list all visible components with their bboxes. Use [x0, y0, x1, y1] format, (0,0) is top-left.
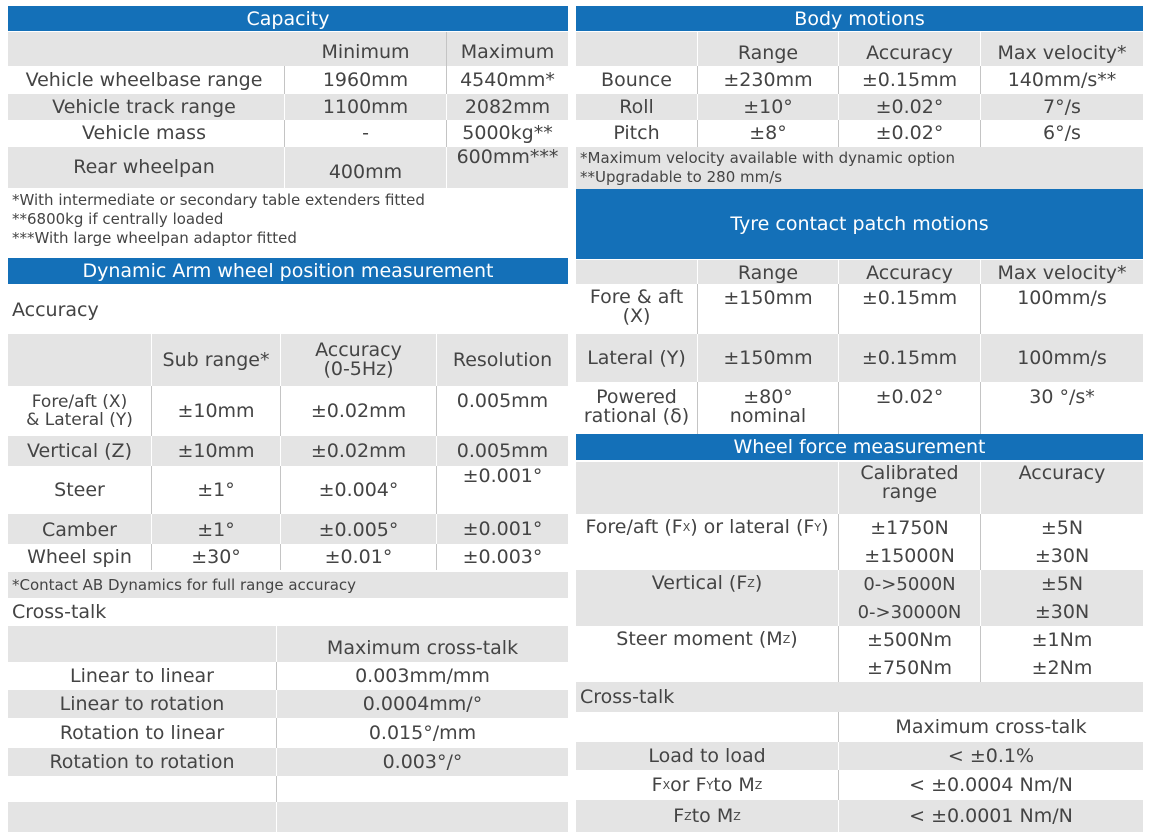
dynamic-arm-title: Dynamic Arm wheel position measurement — [8, 258, 568, 284]
accuracy-resolution: 0.005mm — [456, 390, 549, 412]
wf-crosstalk-row — [576, 800, 1143, 832]
body-velocity: 6°/s — [1043, 122, 1081, 144]
accuracy-row — [8, 386, 568, 436]
capacity-max: 600mm*** — [456, 146, 559, 168]
accuracy-row — [8, 466, 568, 514]
crosstalk-label: Linear to linear — [70, 664, 214, 687]
body-label: Roll — [619, 95, 654, 118]
tyre-accuracy: ±0.02° — [875, 386, 944, 408]
crosstalk-header: Maximum cross-talk — [326, 636, 519, 659]
wf-crosstalk-row — [576, 770, 1143, 800]
wf-header-row — [576, 462, 1143, 514]
body-note: **Upgradable to 280 mm/s — [580, 168, 783, 186]
body-row — [576, 120, 1143, 147]
wf-label-sub: Z — [747, 577, 755, 590]
accuracy-note: *Contact AB Dynamics for full range accuracy — [12, 575, 357, 594]
ct-part: to M — [691, 804, 734, 827]
wf-fore-aft-block — [576, 514, 1143, 570]
crosstalk-empty-row — [8, 776, 568, 802]
tyre-row — [576, 284, 1143, 334]
accuracy-note-row — [8, 572, 568, 598]
capacity-header-maximum: Maximum — [460, 41, 555, 63]
crosstalk-heading: Cross-talk — [12, 600, 107, 623]
capacity-min: 400mm — [328, 161, 403, 183]
ct-sub: Z — [733, 809, 741, 823]
crosstalk-label: Rotation to linear — [59, 721, 225, 744]
wf-label-part: Steer moment (M — [616, 628, 783, 650]
accuracy-header-subrange: Sub range* — [162, 348, 270, 371]
ct-sub: Y — [706, 778, 714, 792]
accuracy-value: ±0.02mm — [310, 439, 407, 462]
crosstalk-header-row — [8, 626, 568, 662]
wf-accuracy: ±5N — [1040, 572, 1084, 595]
wf-accuracy: ±30N — [1034, 544, 1090, 567]
capacity-row — [8, 66, 568, 94]
tyre-label: Lateral (Y) — [587, 346, 686, 369]
wf-crosstalk-heading: Cross-talk — [580, 685, 675, 708]
tyre-range: ±150mm — [723, 287, 813, 309]
capacity-min: 1100mm — [322, 95, 409, 118]
body-header-range: Range — [737, 41, 799, 64]
crosstalk-row — [8, 662, 568, 690]
wf-header-accuracy: Accuracy — [1018, 462, 1106, 484]
wf-accuracy: ±5N — [1040, 516, 1084, 539]
accuracy-value: ±0.02mm — [310, 399, 407, 422]
body-header-velocity: Max velocity* — [997, 41, 1127, 64]
tyre-range: ±150mm — [723, 346, 813, 369]
capacity-note: ***With large wheelpan adaptor fitted — [12, 229, 297, 247]
crosstalk-empty-row — [8, 802, 568, 832]
wf-accuracy: ±1Nm — [1031, 628, 1093, 651]
accuracy-heading: Accuracy — [12, 298, 99, 321]
tyre-header-velocity: Max velocity* — [997, 261, 1127, 284]
wf-label-part: ) — [790, 628, 798, 650]
tyre-velocity: 30 °/s* — [1029, 386, 1095, 408]
crosstalk-row — [8, 690, 568, 718]
wf-crosstalk-header: Maximum cross-talk — [895, 715, 1087, 738]
body-notes — [576, 147, 1143, 189]
ct-sub: X — [662, 778, 671, 792]
accuracy-header-resolution: Resolution — [452, 348, 553, 371]
accuracy-row — [8, 544, 568, 570]
crosstalk-value: 0.003mm/mm — [355, 664, 490, 687]
crosstalk-row — [8, 718, 568, 748]
body-accuracy: ±0.02° — [875, 122, 944, 144]
body-velocity: 140mm/s** — [1007, 68, 1117, 91]
tyre-accuracy: ±0.15mm — [861, 287, 958, 309]
capacity-header-row — [8, 32, 568, 66]
accuracy-row — [8, 436, 568, 466]
body-range: ±230mm — [723, 68, 813, 91]
capacity-label: Vehicle wheelbase range — [25, 68, 263, 91]
wf-label-part: Vertical (F — [651, 572, 748, 594]
tyre-label: Powered rational (δ) — [583, 386, 690, 427]
accuracy-label: Vertical (Z) — [26, 439, 132, 462]
crosstalk-label: Rotation to rotation — [49, 750, 235, 773]
wf-crosstalk-value: < ±0.0004 Nm/N — [909, 773, 1073, 796]
wf-vertical-block — [576, 570, 1143, 626]
tyre-header-accuracy: Accuracy — [866, 261, 953, 284]
capacity-row — [8, 120, 568, 147]
capacity-note: **6800kg if centrally loaded — [12, 210, 224, 228]
accuracy-subrange: ±1° — [197, 478, 235, 501]
wf-crosstalk-value: < ±0.0001 Nm/N — [909, 804, 1073, 827]
capacity-row — [8, 147, 568, 188]
ct-part: or F — [670, 773, 707, 796]
capacity-notes — [8, 190, 568, 256]
wf-label-part: ) — [821, 516, 829, 538]
wf-range: 0->30000N — [857, 601, 962, 623]
body-row — [576, 94, 1143, 120]
accuracy-resolution: ±0.001° — [462, 517, 543, 540]
wf-accuracy: ±2Nm — [1031, 656, 1093, 679]
wf-label-steer — [576, 626, 838, 682]
capacity-label: Vehicle track range — [52, 95, 236, 118]
accuracy-resolution: 0.005mm — [456, 439, 549, 462]
capacity-row — [8, 94, 568, 120]
tyre-title: Tyre contact patch motions — [576, 189, 1143, 259]
wf-steer-block — [576, 626, 1143, 682]
tyre-label: Fore & aft (X) — [589, 286, 684, 327]
wf-crosstalk-label — [576, 770, 838, 800]
ct-sub: Z — [684, 809, 692, 823]
wf-accuracy: ±30N — [1034, 600, 1090, 623]
wf-crosstalk-heading-row — [576, 682, 1143, 712]
tyre-velocity: 100mm/s — [1017, 287, 1107, 309]
body-note: *Maximum velocity available with dynamic option — [580, 149, 955, 167]
body-range: ±10° — [743, 95, 793, 118]
capacity-max: 4540mm* — [460, 68, 555, 91]
body-range: ±8° — [749, 122, 787, 144]
accuracy-header-row — [8, 334, 568, 386]
ct-part: F — [673, 804, 685, 827]
body-velocity: 7°/s — [1043, 95, 1081, 118]
tyre-range: ±80° nominal — [729, 386, 807, 427]
wf-range: ±1750N — [870, 516, 949, 539]
wf-crosstalk-header-row — [576, 712, 1143, 742]
ct-part: to M — [713, 773, 755, 796]
accuracy-value: ±0.01° — [324, 545, 393, 568]
accuracy-label: Fore/aft (X) & Lateral (Y) — [26, 392, 133, 430]
body-accuracy: ±0.02° — [875, 95, 944, 118]
capacity-label: Rear wheelpan — [73, 156, 215, 178]
wf-label-part: ) — [754, 572, 763, 594]
tyre-header-range: Range — [737, 261, 799, 284]
accuracy-value: ±0.004° — [318, 478, 399, 501]
accuracy-subrange: ±10mm — [177, 439, 255, 462]
crosstalk-row — [8, 748, 568, 776]
body-header-accuracy: Accuracy — [866, 41, 953, 64]
body-label: Bounce — [601, 68, 672, 91]
accuracy-subrange: ±10mm — [177, 399, 255, 422]
body-accuracy: ±0.15mm — [861, 68, 958, 91]
capacity-label: Vehicle mass — [82, 122, 206, 144]
wf-crosstalk-row — [576, 742, 1143, 770]
crosstalk-label: Linear to rotation — [59, 692, 225, 715]
body-row — [576, 66, 1143, 94]
tyre-row — [576, 382, 1143, 434]
wf-range: 0->5000N — [863, 573, 956, 595]
accuracy-resolution: ±0.003° — [462, 545, 543, 568]
capacity-note: *With intermediate or secondary table extenders fitted — [12, 191, 425, 209]
accuracy-subrange: ±1° — [197, 519, 235, 541]
wheel-force-title: Wheel force measurement — [576, 434, 1143, 460]
wf-range: ±15000N — [864, 544, 955, 567]
capacity-title: Capacity — [8, 6, 568, 31]
accuracy-heading-row — [8, 286, 568, 334]
wf-crosstalk-label — [576, 800, 838, 832]
tyre-accuracy: ±0.15mm — [861, 346, 958, 369]
capacity-max: 2082mm — [464, 95, 551, 118]
tyre-header-row — [576, 260, 1143, 284]
ct-sub: Z — [754, 778, 763, 792]
wf-label-part: ) or lateral (F — [690, 516, 815, 538]
capacity-min: 1960mm — [322, 68, 409, 91]
accuracy-row — [8, 514, 568, 544]
tyre-velocity: 100mm/s — [1017, 346, 1107, 369]
wf-range: ±500Nm — [867, 628, 952, 651]
body-header-row — [576, 32, 1143, 66]
capacity-min: - — [362, 122, 369, 144]
tyre-row — [576, 334, 1143, 382]
wf-label-sub: Y — [814, 521, 822, 534]
wf-crosstalk-label: Load to load — [648, 744, 766, 767]
crosstalk-heading-row — [8, 598, 568, 626]
crosstalk-value: 0.0004mm/° — [362, 692, 483, 715]
accuracy-subrange: ±30° — [191, 545, 241, 568]
crosstalk-value: 0.003°/° — [382, 750, 463, 773]
wf-header-range: Calibrated range — [860, 462, 959, 503]
capacity-max: 5000kg** — [462, 122, 553, 144]
accuracy-resolution: ±0.001° — [462, 465, 543, 487]
wf-label-fore-aft — [576, 514, 838, 570]
wf-crosstalk-value: < ±0.1% — [947, 744, 1035, 767]
wf-label-sub: Z — [782, 633, 791, 646]
wf-label-part: Fore/aft (F — [585, 516, 683, 538]
ct-part: F — [651, 773, 663, 796]
accuracy-label: Camber — [42, 519, 117, 541]
accuracy-value: ±0.005° — [318, 519, 399, 541]
wf-label-vertical — [576, 570, 838, 626]
body-label: Pitch — [613, 122, 660, 144]
accuracy-label: Steer — [54, 478, 105, 501]
accuracy-header-accuracy: Accuracy (0-5Hz) — [315, 339, 402, 380]
crosstalk-value: 0.015°/mm — [368, 721, 477, 744]
capacity-header-minimum: Minimum — [321, 41, 410, 63]
accuracy-label: Wheel spin — [27, 545, 132, 568]
body-motions-title: Body motions — [576, 6, 1143, 31]
wf-range: ±750Nm — [867, 656, 952, 679]
wf-label-sub: X — [682, 521, 691, 534]
